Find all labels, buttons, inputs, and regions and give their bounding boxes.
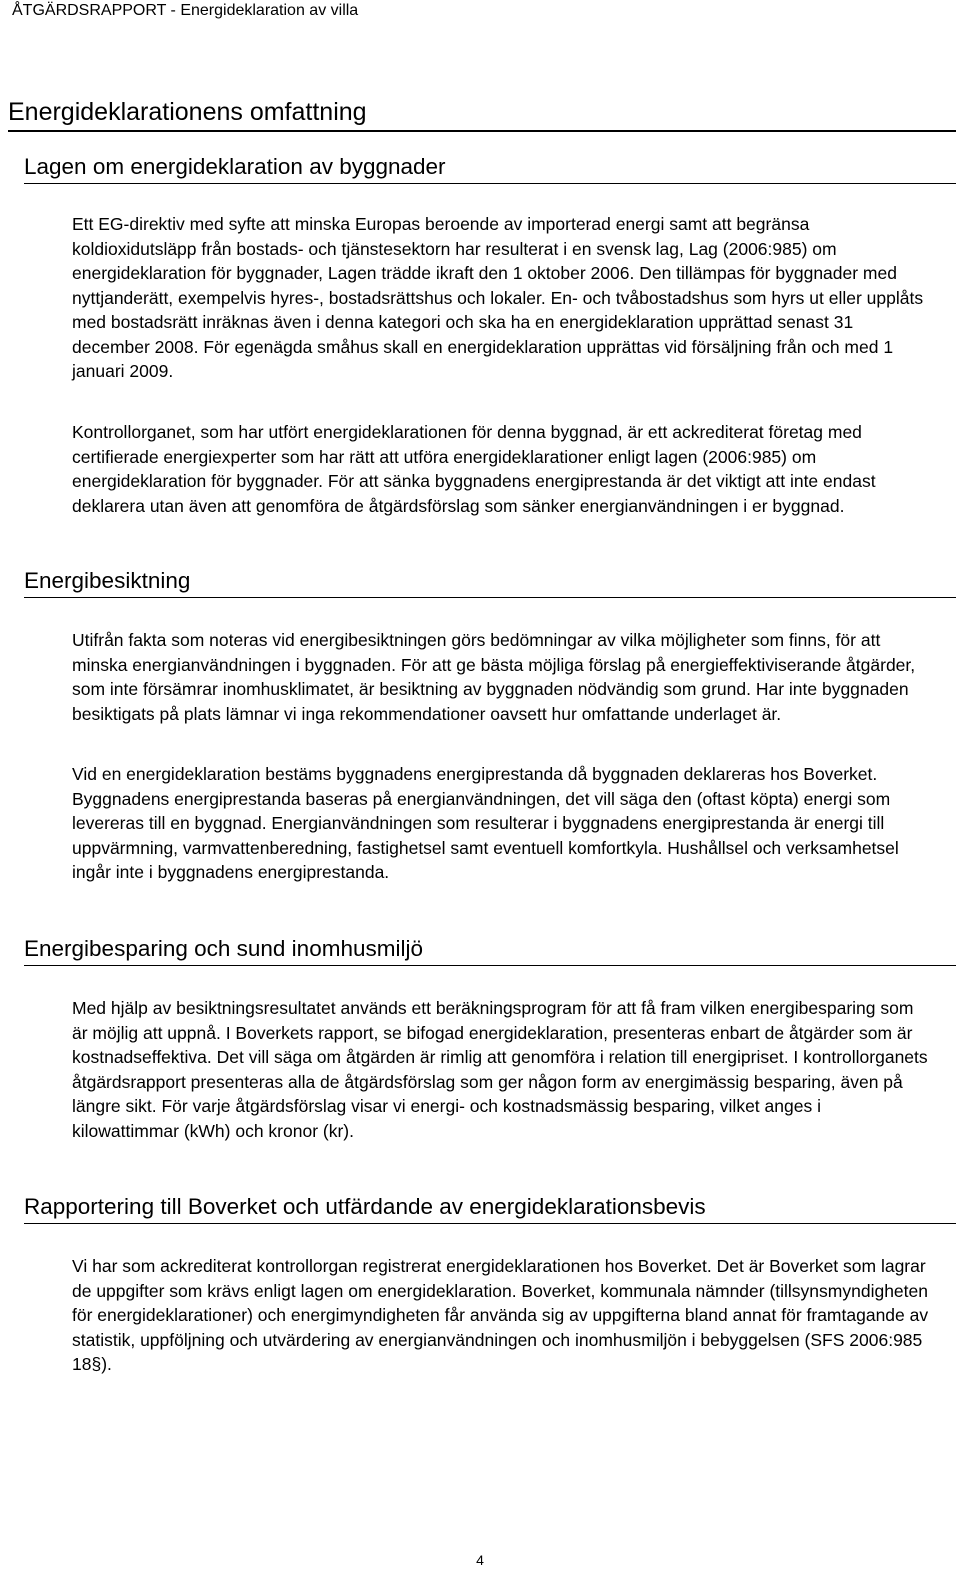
- section-heading-rapportering: Rapportering till Boverket och utfärdande av energideklarationsbevis: [24, 1192, 956, 1224]
- paragraph-lagen-1: Ett EG-direktiv med syfte att minska Europas beroende av importerad energi samt att begränsa koldioxidutsläpp från bostads- och tjänstesektorn har resulterat i en svensk lag, Lag (2006:985) om energideklaration för byggnader, Lagen trädde ikraft den 1 oktober 2006. Den tillämpas för byggnader med nyttjanderätt, exempelvis hyres-, bostadsrättshus och lokaler. En- och tvåbostadshus som hyrs ut eller upplåts med bostadsrätt inräknas även i denna kategori och ska ha en energideklaration upprättad senast 31 december 2008. För egenägda småhus skall en energideklaration upprättas vid försäljning från och med 1 januari 2009.: [72, 214, 924, 381]
- page-number: 4: [476, 1552, 484, 1568]
- running-header: ÅTGÄRDSRAPPORT - Energideklaration av villa: [12, 2, 359, 19]
- paragraph-energibesiktning-2: Vid en energideklaration bestäms byggnadens energiprestanda då byggnaden deklareras hos Boverket. Byggnadens energiprestanda baseras på energianvändningen, det vill säga den (oftast köpta) energi som levereras till en byggnad. Energianvändningen som resulterar i byggnadens energiprestanda är energi till uppvärmning, varmvattenberedning, fastighetsel samt eventuell komfortkyla. Hushållsel och verksamhetsel ingår inte i byggnadens energiprestanda.: [72, 764, 899, 882]
- section-heading-energibesparing: Energibesparing och sund inomhusmiljö: [24, 934, 956, 966]
- paragraph-lagen-2: Kontrollorganet, som har utfört energideklarationen för denna byggnad, är ett ackrediterat företag med certifierade energiexperter som har rätt att utföra energideklarationer enligt lagen (2006:985) om energideklaration för byggnader. För att sänka byggnadens energiprestanda är det viktigt att inte endast deklarera utan även att genomföra de åtgärdsförslag som sänker energianvändningen i er byggnad.: [72, 422, 876, 516]
- section-heading-lagen: Lagen om energideklaration av byggnader: [24, 152, 956, 184]
- paragraph-energibesparing-1: Med hjälp av besiktningsresultatet används ett beräkningsprogram för att få fram vilken energibesparing som är möjlig att uppnå. I Boverkets rapport, se bifogad energideklaration, presenteras enbart de åtgärder som är kostnadseffektiva. Det vill säga om åtgärden är rimlig att genomföra i relation till energipriset. I kontrollorganets åtgärdsrapport presenteras alla de åtgärdsförslag som ger någon form av energimässig besparing, även på längre sikt. För varje åtgärdsförslag visar vi energi- och kostnadsmässig besparing, vilket anges i kilowattimmar (kWh) och kronor (kr).: [72, 998, 928, 1141]
- page-title: Energideklarationens omfattning: [8, 96, 956, 132]
- section-heading-energibesiktning: Energibesiktning: [24, 566, 956, 598]
- paragraph-energibesiktning-1: Utifrån fakta som noteras vid energibesiktningen görs bedömningar av vilka möjligheter som finns, för att minska energianvändningen i byggnaden. För att ge bästa möjliga förslag på energieffektiviserande åtgärder, som inte försämrar inomhusklimatet, är besiktning av byggnaden nödvändig som grund. Har inte byggnaden besiktigats på plats lämnar vi inga rekommendationer oavsett hur omfattande underlaget är.: [72, 630, 916, 724]
- paragraph-rapportering-1: Vi har som ackrediterat kontrollorgan registrerat energideklarationen hos Boverket. Det är Boverket som lagrar de uppgifter som krävs enligt lagen om energideklaration. Boverket, kommunala nämnder (tillsynsmyndigheten för energideklarationer) och energimyndigheten får använda sig av uppgifterna bland annat för framtagande av statistik, uppföljning och utvärdering av energianvändningen och inomhusmiljön i bebyggelsen (SFS 2006:985 18§).: [72, 1256, 929, 1374]
